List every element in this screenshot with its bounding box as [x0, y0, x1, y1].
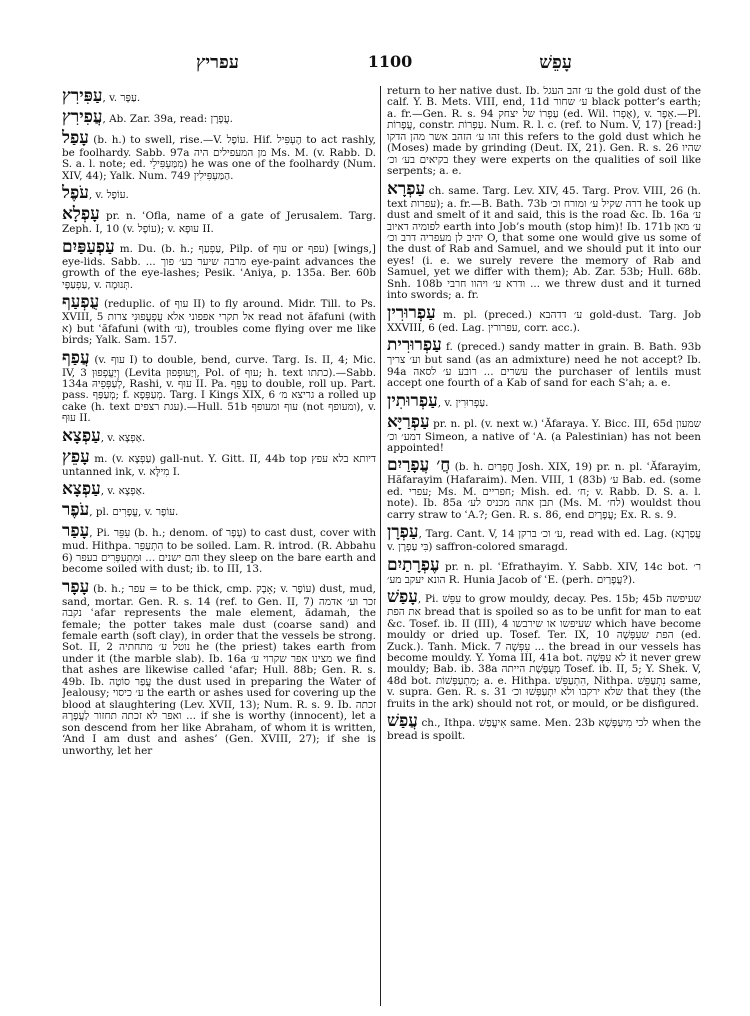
dictionary-entry	[387, 303, 701, 334]
entry-definition: , v. עַפְרוּרִין.	[437, 396, 489, 409]
entry-headword: עֲפַשׁ	[387, 711, 418, 732]
dictionary-entry	[387, 711, 701, 742]
entry-headword: עָפַר	[62, 521, 90, 542]
entry-headword: עָפָר	[62, 576, 90, 597]
entry-headword: עַפְצָא	[62, 425, 101, 446]
dictionary-entry	[62, 204, 376, 235]
entry-headword: עַפְרוּתִין	[387, 390, 438, 411]
entry-definition: f. (preced.) sandy matter in grain. B. Bath. 93b וע׳ צריך but sand (as an admixture) need he not accept? Ib. 94a עשרים ... רובע ע׳ לסאה the purchaser of lentils must accept one fourth of a Kab of sand for each Sʾah; a. e.	[387, 341, 701, 390]
dictionary-entry	[62, 521, 376, 575]
right-column	[387, 86, 701, 1006]
entry-definition: (reduplic. of עוף II) to fly around. Midr. Till. to Ps. XVIII, 5 אל תקרי אפפוני אלא עֻפְעֲפוּנִי צרות read not ăfafuni (with א) but ʿăfafuni (with ע׳), troubles come flying over me like birds; Yalk. Sam. 157.	[62, 298, 376, 347]
entry-definition: , Targ. Cant. V, 14 ע׳ וכ׳ ברקן, read with ed. Lag. (עֲפַרְנָא v. בִּי עַפְרָן) saffron-colored smaragd.	[387, 528, 701, 554]
entry-definition: , Pi. עִפֵּשׁ to grow mouldy, decay. Pes. 15b; 45b שעיפשה את הפת bread that is spoiled so as to be unfit for man to eat &c. Tosef. ib. II (III), 4 שעיפשו או שירבשו which have become mouldy or dried up. Tosef. Ter. IX, 10 הפת שעִפְּשָׁה (ed. Zuck.). Tanh. Mick. 7 עִפְּשָׁה ... the bread in our vessels has become mouldy. Y. Yoma III, 41a bot. לא עִפְּשָׁה it never grew mouldy; Bab. ib. 38a מְעֻפֶּשֶׁת הייתה Tosef. ib. II, 5; Y. Shek. V, 48d bot. מִתְעַפְּשׁוֹת; a. e. Hithpa. הִתְעַפֵּשׁ, Nithpa. נִתְעַפֵּשׁ same, v. supra. Gen. R. s. 31 שלא ירקבו ולא יִתְעַפְּשׁוּ וכ׳ that they (the fruits in the ark) should not rot, or mould, or be disfigured.	[387, 593, 701, 710]
dictionary-entry	[387, 86, 701, 178]
entry-definition: return to her native dust. Ib. ע׳ זהב העגל the gold dust of the calf. Y. B. Mets. VIII, end, 11d ע׳ שחור black potter’s earth; a. fr.—Gen. R. s. 94 עַפְרוֹ של יצחק (ed. Wil. אֶפְרוֹ), v. אֵפֶר.—Pl. עֲפָרוֹת, constr. עַפְרוֹת. Num. R. l. c. (ref. to Num. V, 17) [read:] זהו ע׳ הזהב אשר מהן הדקו this refers to the gold dust which he (Moses) made by grinding (Deut. IX, 21). Gen. R. s. 26 שהיו בקיאים בע׳ וכ׳ they were experts on the qualities of soil like serpents; a. e.	[387, 86, 701, 178]
dictionary-entry	[62, 183, 376, 203]
header-left-guide-word: עפריץ	[196, 52, 239, 73]
entry-headword: עַפִּירִץ	[62, 86, 103, 106]
entry-definition: , v. אַפְצָא.	[100, 431, 146, 444]
dictionary-entry	[62, 500, 376, 520]
entry-definition: ch., Ithpa. אִיעֲפַשׁ same. Men. 23b לכי מִיעַפְּשָׁא when the bread is spoilt.	[387, 717, 701, 743]
entry-headword: עָפַל	[62, 128, 89, 148]
entry-headword: עַפְרוּרִין	[387, 302, 436, 323]
entry-definition: , v. עַפָּר.	[102, 92, 141, 104]
dictionary-entry	[62, 479, 376, 499]
dictionary-entry	[387, 335, 701, 389]
entry-headword: עַפְרַיָּא	[387, 411, 430, 432]
entry-headword: עֻפְעַף	[62, 292, 100, 313]
entry-headword: עֲפַף	[62, 347, 90, 368]
entry-definition: , Ab. Zar. 39a, read: עֲפָרָן.	[102, 113, 233, 125]
entry-definition: (v. עוף I) to double, bend, curve. Targ. Is. II, 4; Mic. IV, 3 וְיַעֲפְפוּן (Levita וְיַעוּפְפוּן, Pol. of עוף; h. text כתתו).—Sabb. 134a לְעַפְּפֵיהּ, Rashi, v. עוּף II. Pa. עַפֵּף to double, roll up. Part. pass. מְעַפַּף; f. מְעַפְּפָא. Targ. I Kings XIX, 6 גריצא מ׳ a rolled up cake (h. text עגת רצפים).—Hull. 51b עוף ומעופף (not ומעופף), v. עוּף II.	[62, 353, 376, 425]
dictionary-entry	[62, 348, 376, 425]
entry-headword: עָפְלָא	[62, 204, 100, 225]
dictionary-entry	[62, 107, 376, 127]
entry-definition: pr. n. pl. ʿEfrathayim. Y. Sabb. XIV, 14c bot. ר׳ הונא יעקב מע׳ R. Hunia Jacob of ʿE. (perh. עֲפָרַיִם?).	[387, 560, 701, 586]
dictionary-entry	[62, 447, 376, 478]
entry-headword: עָפַשׁ	[387, 587, 418, 608]
dictionary-entry	[387, 391, 701, 411]
dictionary-entry	[62, 237, 376, 291]
dictionary-entry	[387, 455, 701, 521]
entry-definition: pr. n. pl. (v. next w.) ʿĂfaraya. Y. Bicc. III, 65d שמעון דמע׳ וכ׳ Simeon, a native of ʿA. (a Palestinian) has not been appointed!	[387, 417, 701, 454]
entry-headword: עָפֵץ	[62, 446, 90, 467]
entry-headword: עַפְעַפַּיִם	[62, 236, 115, 257]
entry-headword: עַפְרָא	[387, 178, 426, 199]
entry-definition: m. pl. (preced.) ע׳ דדהבא gold-dust. Targ. Job XXVIII, 6 (ed. Lag. עפרורין, corr. acc.).	[387, 308, 701, 334]
left-column	[62, 86, 376, 1006]
dictionary-entry	[387, 412, 701, 455]
dictionary-entry	[387, 522, 701, 553]
page-number: 1100	[367, 52, 413, 71]
entry-definition: pr. n. ʿOfla, name of a gate of Jerusalem. Targ. Zeph. I, 10 (v. עוֹפֶל); v. עוּפָא II.	[62, 210, 376, 236]
dictionary-entry	[62, 128, 376, 182]
entry-definition: (b. h. חֲפָרַיִם Josh. XIX, 19) pr. n. pl. ʿĂfarayim, Hăfarayim (Hafaraim). Men. VIII, 1 (83b) ע׳ Bab. ed. (some ed. עפרי; Ms. M. חפריים; Mish. ed. ח׳; v. Rabb. D. S. a. l. note). Ib. 85a תבן אתה מכניס לע׳ (Ms. M. לח׳) wouldst thou carry straw to ʿA.?; Gen. R. s. 86, end עֲפָרָיִם; Ex. R. s. 9.	[387, 461, 701, 521]
dictionary-entry	[387, 587, 701, 710]
entry-definition: (b. h.) to swell, rise.—V. עוֹפֶל. Hif. הֶעְפִּיל to act rashly, be foolhardy. Sabb. 97a מן המעפילים היה Ms. M. (v. Rabb. D. S. a. l. note; ed. מִמַּעְפִּילֵי) he was one of the foolhardy (Num. XIV, 44); Yalk. Num. 749 הַמַּעְפִּילִין.	[62, 134, 376, 182]
page-header	[60, 52, 720, 76]
entry-headword: עַפְצָא	[62, 479, 101, 500]
entry-headword: עֶפְרָתַיִם	[387, 554, 440, 575]
entry-headword: עַפְרָן	[387, 522, 419, 543]
dictionary-entry	[62, 426, 376, 446]
entry-definition: ch. same. Targ. Lev. XIV, 45. Targ. Prov. VIII, 26 (h. text עפרות); a. fr.—B. Bath. 73b דרה שקיל ע׳ ומורח וכ׳ he took up dust and smelt of it and said, this is the road &c. Ib. 16a ע׳ לפומיה דאיוב earth into Job’s mouth (stop him)! Ib. 171b ע׳ מאן יהיב לן מעפריה דרב וכ׳ O, that some one would give us some of the dust of Rab and Samuel, and we should put it into our eyes! (i. e. we surely revere the memory of Rab and Samuel, yet we differ with them); Ab. Zar. 53b; Hull. 68b. Snh. 108b ודרא ע׳ ויהוו חרבי ... we threw dust and it turned into swords; a. fr.	[387, 184, 701, 302]
dictionary-entry	[62, 577, 376, 757]
dictionary-entry	[62, 292, 376, 346]
entry-definition: (b. h.; עפר = to be thick, cmp. אָבָק; v. עוֹפֶר) dust, mud, sand, mortar. Gen. R. s. 14 (ref. to Gen. II, 7) זכר וע׳ אדמה נקבה ʿafar represents the male element, ădamah, the female; the potter takes male dust (coarse sand) and female earth (soft clay), in order that the vessels be strong. Sot. II, 2 נוטל ע׳ מתחתיה he (the priest) takes earth from under it (the marble slab). Ib. 16a מצינו אפר שקרוי ע׳ we find that ashes are likewise called ʿafar; Hull. 88b; Gen. R. s. 49b. Ib. עֲפַר סוֹטָה the dust used in preparing the Water of Jealousy; ע׳ כיסוי the earth or ashes used for covering up the blood at slaughtering (Lev. XVII, 13); Num. R. s. 9. Ib. זכתה ... ואפר לא זכתה תחזור לַעֲפָרָהּ if she is worthy (innocent), let a son descend from her like Abraham, of whom it is written, ‘And I am dust and ashes’ (Gen. XVIII, 27); if she is unworthy, let her	[62, 582, 376, 757]
dictionary-entry	[387, 555, 701, 586]
entry-headword: עֹפֶל	[62, 183, 89, 204]
entry-definition: , pl. עֳפָרִים, v. עוֹפֶר.	[89, 506, 179, 519]
entry-definition: , v. אַפְצָא.	[100, 485, 146, 498]
entry-definition: , Pi. עִפֵּר (b. h.; denom. of עָפָר) to cast dust, cover with mud. Hithpa. הִתְעַפֵּר to be soiled. Lam. R. introd. (R. Abbahu 6) והם ישנים ... וּמִתְעַפְּרִים בעפר they sleep on the bare earth and become soiled with dust; ib. to III, 13.	[62, 527, 376, 576]
entry-definition: m. Du. (b. h.; עַפְעַף, Pilp. of עוף or עפף) [wings,] eye-lids. Sabb. ... מרבה שיער בע׳ פוך eye-paint advances the growth of the eye-lashes; Pesik. ʿAniya, p. 135a. Ber. 60b עַפְעַפָּי, v. תְּנוּמָה.	[62, 242, 376, 291]
column-divider	[380, 86, 381, 1006]
entry-headword: עֹפֶר	[62, 500, 90, 521]
entry-headword: עֲפִירִץ	[62, 107, 103, 127]
dictionary-entry	[387, 179, 701, 302]
dictionary-entry	[62, 86, 376, 106]
entry-headword: עַפְרוּרִית	[387, 335, 442, 356]
entry-definition: m. (v. עַפְצָא) gall-nut. Y. Gitt. II, 44b top דיותא בלא עפץ untanned ink, v. מִילָּא I.	[62, 452, 376, 478]
header-right-guide-word: עָפֵשׁ	[539, 52, 572, 73]
entry-definition: , v. עוֹפֶל.	[88, 189, 129, 202]
entry-headword: חֲ׳ עֲפָרַיִם	[387, 455, 451, 476]
